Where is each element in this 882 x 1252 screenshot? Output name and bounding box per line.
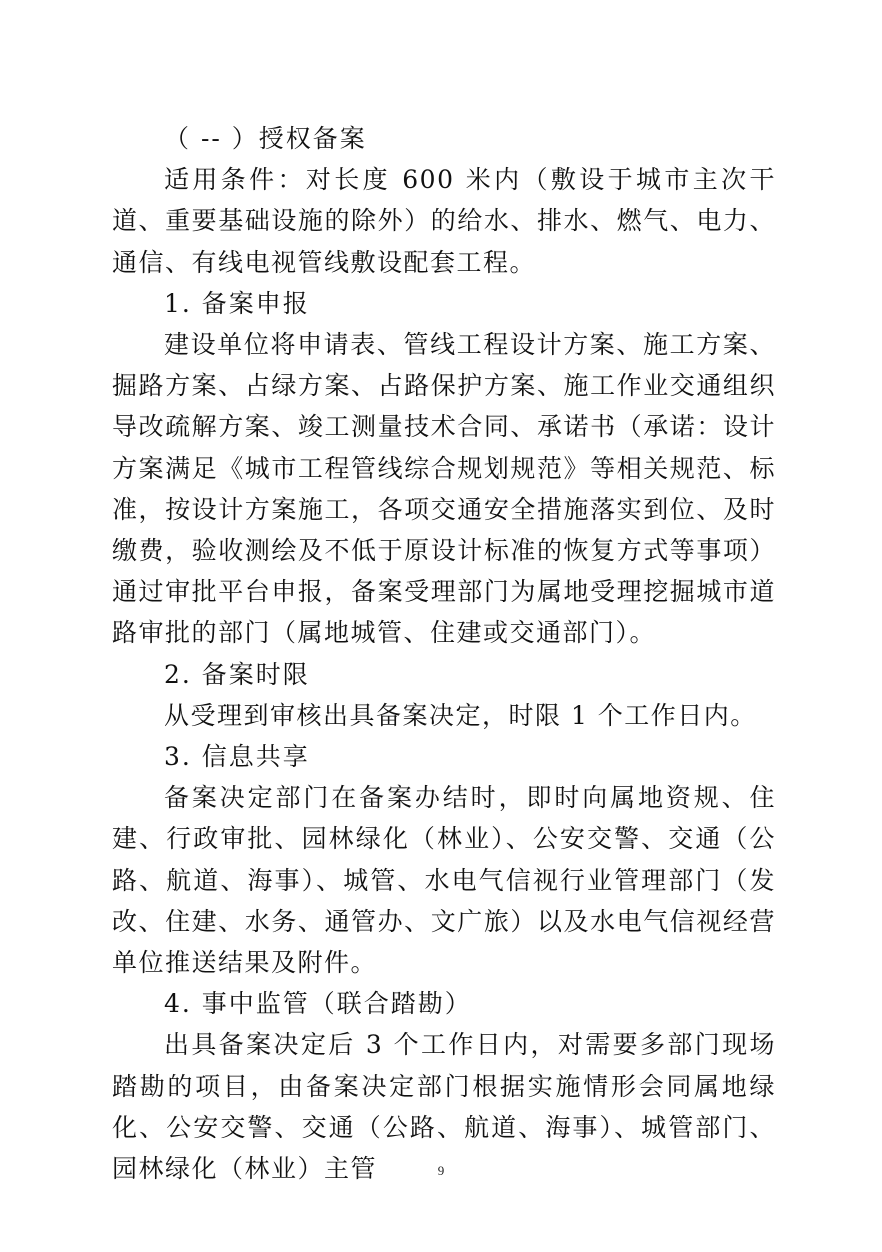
subheading-filing-application: 1. 备案申报 [164, 288, 310, 318]
information-sharing-paragraph: 备案决定部门在备案办结时，即时向属地资规、住建、行政审批、园林绿化（林业）、公安交警、交通（公路、航道、海事）、城管、水电气信视行业管理部门（发改、住建、水务、通管办、文广旅）以及水电气信视经营单位推送结果及附件。 [112, 783, 776, 978]
section-heading-authorization-filing: （ -- ）授权备案 [164, 124, 367, 153]
subheading-information-sharing: 3. 信息共享 [164, 742, 310, 772]
subheading-in-process-supervision: 4. 事中监管（联合踏勘） [164, 989, 472, 1019]
filing-time-limit-paragraph: 从受理到审核出具备案决定，时限 1 个工作日内。 [164, 700, 757, 730]
filing-application-paragraph: 建设单位将申请表、管线工程设计方案、施工方案、掘路方案、占绿方案、占路保护方案、施工作业交通组织导改疏解方案、竣工测量技术合同、承诺书（承诺：设计方案满足《城市工程管线综合规划规范》等相关规范、标准，按设计方案施工，各项交通安全措施落实到位、及时缴费，验收测绘及不低于原设计标准的恢复方式等事项）通过审批平台申报，备案受理部门为属地受理挖掘城市道路审批的部门（属地城管、住建或交通部门）。 [112, 330, 776, 648]
in-process-supervision-paragraph: 出具备案决定后 3 个工作日内，对需要多部门现场踏勘的项目，由备案决定部门根据实施情形会同属地绿化、公安交警、交通（公路、航道、海事）、城管部门、园林绿化（林业）主管 [112, 1030, 776, 1184]
page-number: 9 [437, 1163, 445, 1178]
document-body [112, 118, 776, 1189]
subheading-filing-time-limit: 2. 备案时限 [164, 659, 310, 689]
applicable-conditions-paragraph: 适用条件：对长度 600 米内（敷设于城市主次干道、重要基础设施的除外）的给水、排水、燃气、电力、通信、有线电视管线敷设配套工程。 [112, 165, 776, 277]
